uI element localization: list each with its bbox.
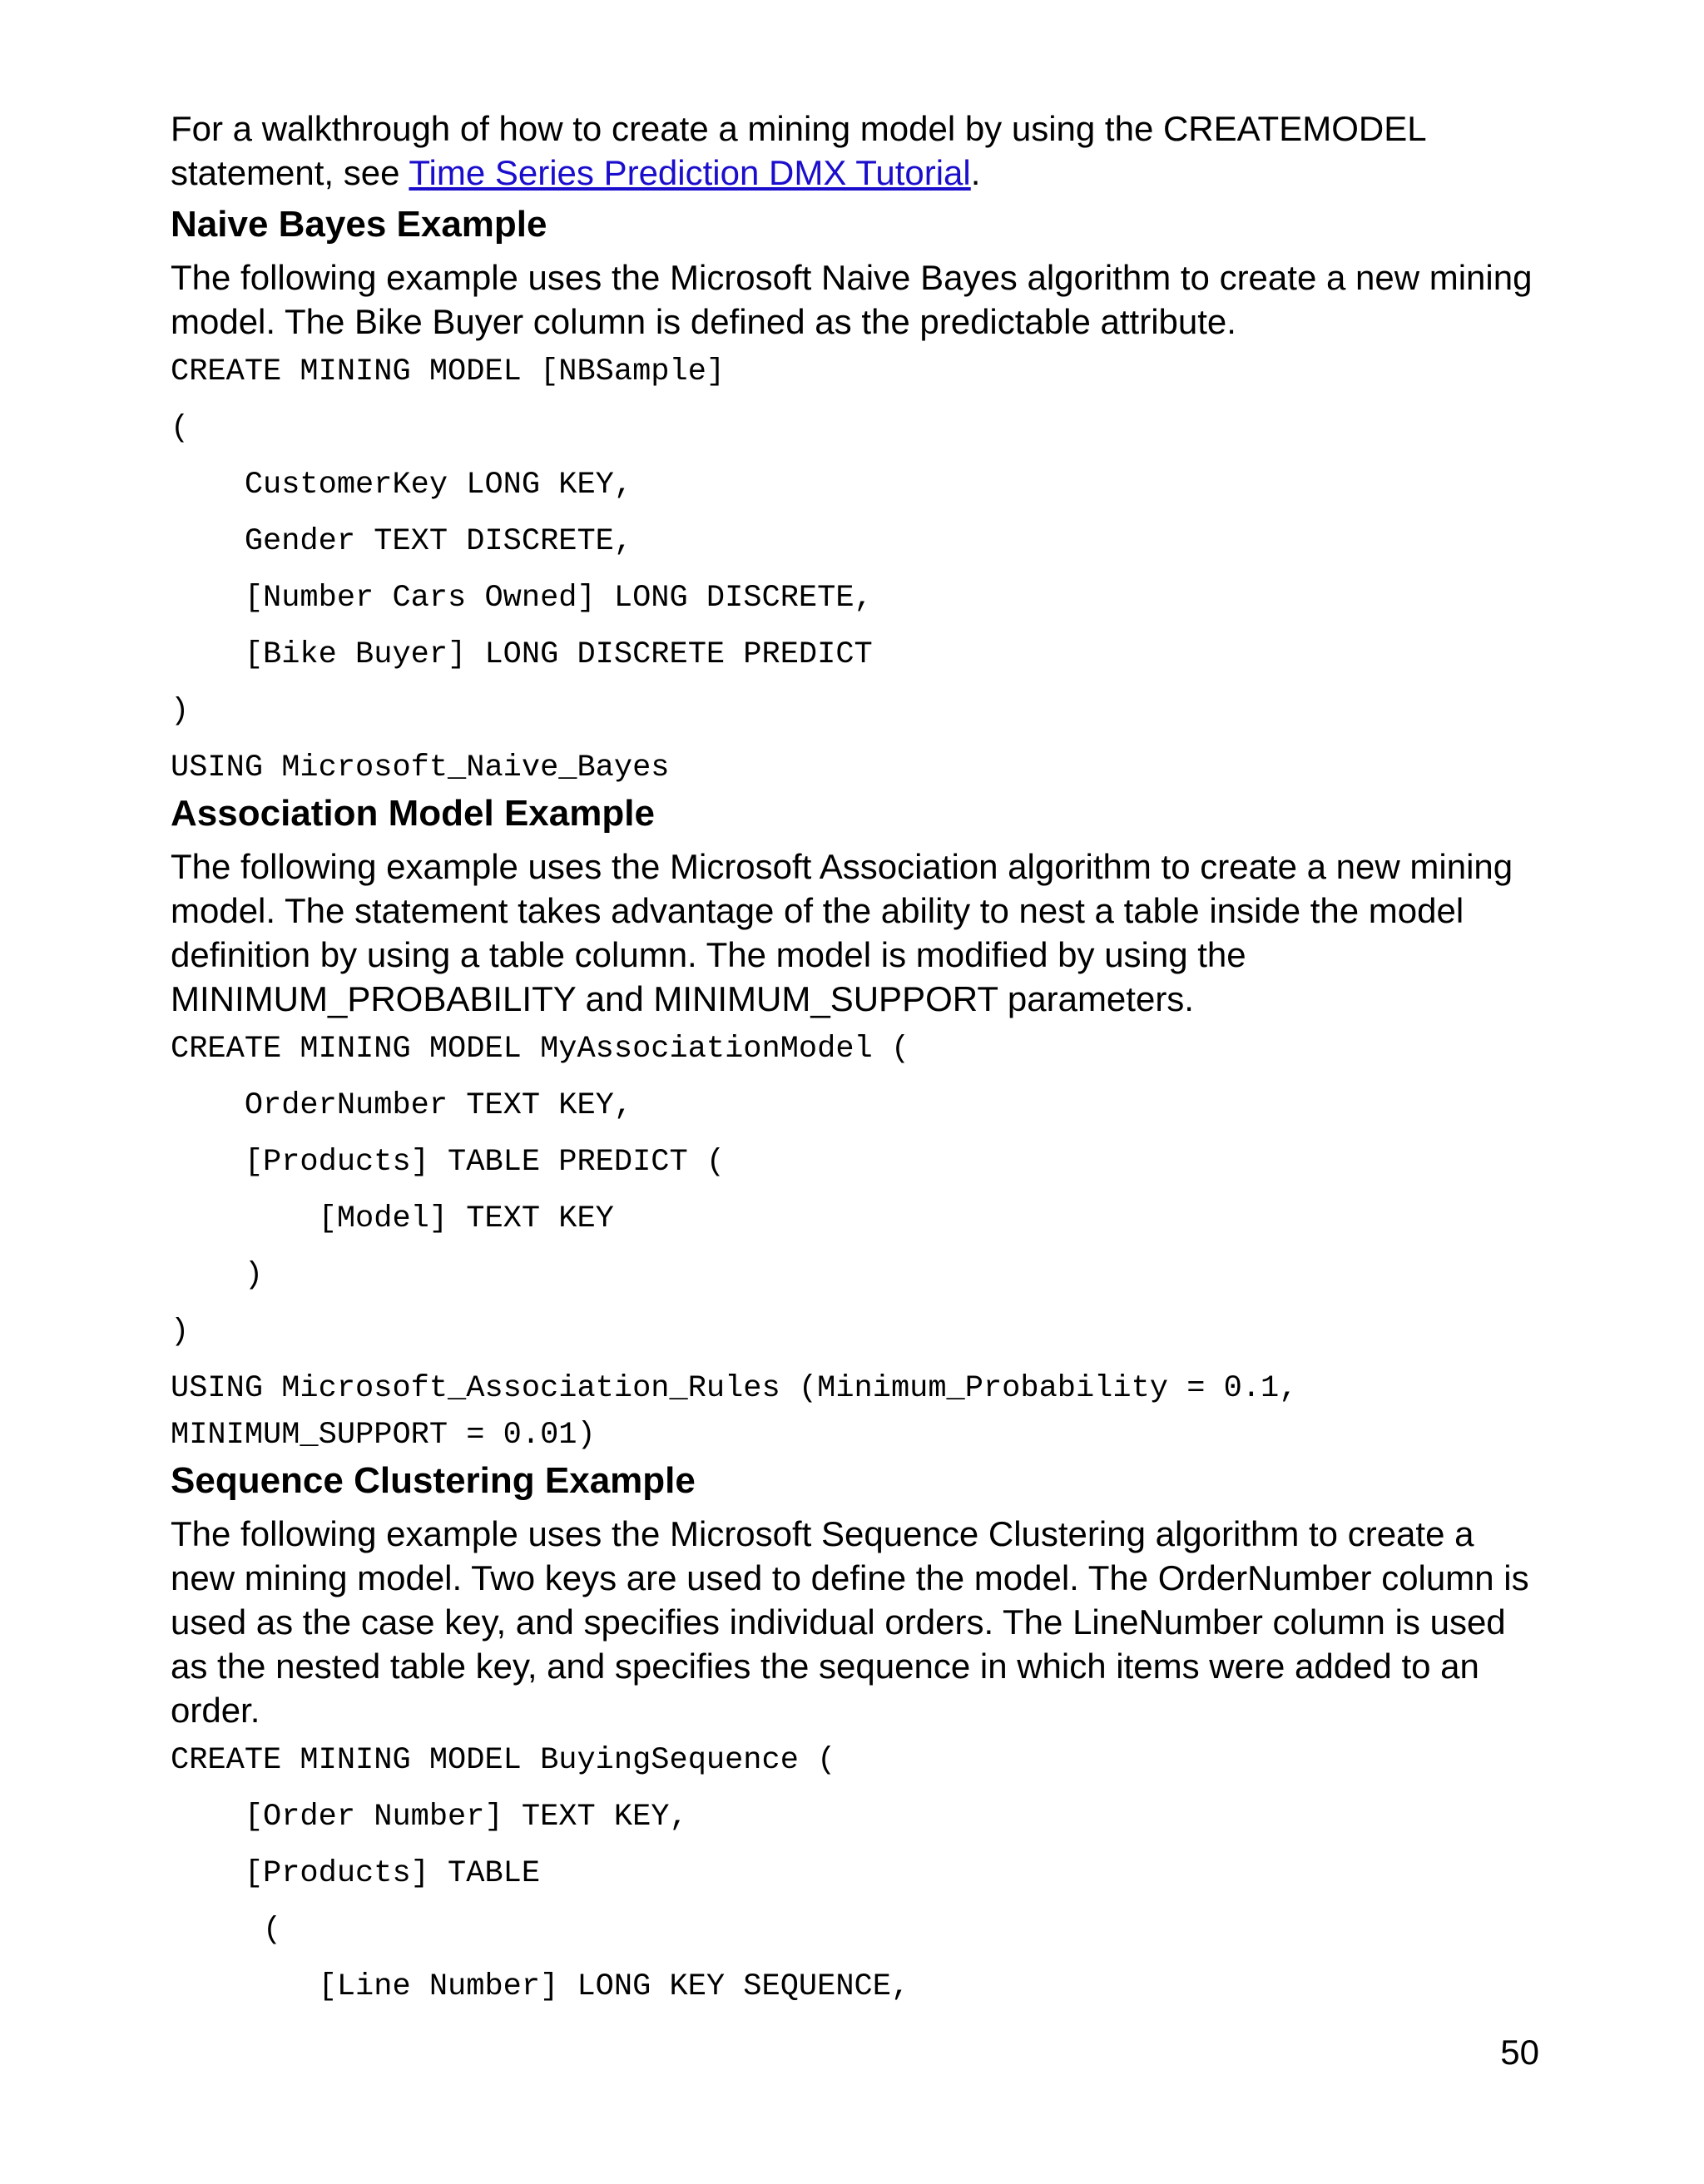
code-line: [Order Number] TEXT KEY, bbox=[171, 1800, 688, 1835]
page-content bbox=[171, 106, 1543, 2006]
page-number: 50 bbox=[1500, 2033, 1539, 2072]
intro-paragraph bbox=[171, 106, 1543, 195]
intro-text: For a walkthrough of how to create a mining model by using the CREATEMODEL statement, see bbox=[171, 109, 1426, 192]
code-line: [Products] TABLE PREDICT ( bbox=[171, 1145, 726, 1180]
code-line: CREATE MINING MODEL MyAssociationModel ( bbox=[171, 1032, 910, 1067]
section-paragraph: The following example uses the Microsoft Association algorithm to create a new mining model. The statement takes advantage of the ability to nest a table inside the model definition by using a table column. The model is modified by using the MINIMUM_PROBABILITY and MINIMUM_SUPPORT parameters. bbox=[171, 847, 1513, 1018]
time-series-tutorial-link[interactable]: Time Series Prediction DMX Tutorial bbox=[409, 153, 971, 192]
code-line: CREATE MINING MODEL BuyingSequence ( bbox=[171, 1743, 836, 1778]
code-line: ( bbox=[171, 1913, 282, 1948]
code-line: ) bbox=[171, 1315, 190, 1350]
section-heading: Sequence Clustering Example bbox=[171, 1460, 696, 1501]
code-line: USING Microsoft_Naive_Bayes bbox=[171, 750, 670, 785]
code-line: CREATE MINING MODEL [NBSample] bbox=[171, 354, 726, 389]
code-line: OrderNumber TEXT KEY, bbox=[171, 1088, 633, 1123]
intro-text-end: . bbox=[970, 153, 981, 192]
section-paragraph: The following example uses the Microsoft Naive Bayes algorithm to create a new mining model. The Bike Buyer column is defined as the predictable attribute. bbox=[171, 258, 1533, 341]
code-block bbox=[171, 1031, 1543, 1454]
code-line: CustomerKey LONG KEY, bbox=[171, 468, 633, 503]
code-line: USING Microsoft_Association_Rules (Minimum_Probability = 0.1, bbox=[171, 1371, 1298, 1406]
code-line: [Bike Buyer] LONG DISCRETE PREDICT bbox=[171, 637, 873, 672]
section-paragraph: The following example uses the Microsoft Sequence Clustering algorithm to create a new mining model. Two keys are used to define the model. The OrderNumber column is used as the case key, and specifies individual orders. The LineNumber column is used as the nested table key, and specifies the sequence in which items were added to an order. bbox=[171, 1514, 1529, 1730]
code-line: ) bbox=[171, 1258, 264, 1293]
code-line: [Line Number] LONG KEY SEQUENCE, bbox=[171, 1969, 910, 2004]
code-line: ( bbox=[171, 411, 190, 446]
code-line: Gender TEXT DISCRETE, bbox=[171, 524, 633, 559]
code-block bbox=[171, 354, 1543, 787]
section-heading: Naive Bayes Example bbox=[171, 204, 547, 245]
code-line: [Number Cars Owned] LONG DISCRETE, bbox=[171, 581, 873, 616]
code-line: MINIMUM_SUPPORT = 0.01) bbox=[171, 1418, 596, 1453]
code-line: [Products] TABLE bbox=[171, 1856, 541, 1891]
code-line: ) bbox=[171, 694, 190, 729]
code-line: [Model] TEXT KEY bbox=[171, 1201, 614, 1236]
section-heading: Association Model Example bbox=[171, 793, 655, 834]
code-block bbox=[171, 1742, 1543, 2006]
